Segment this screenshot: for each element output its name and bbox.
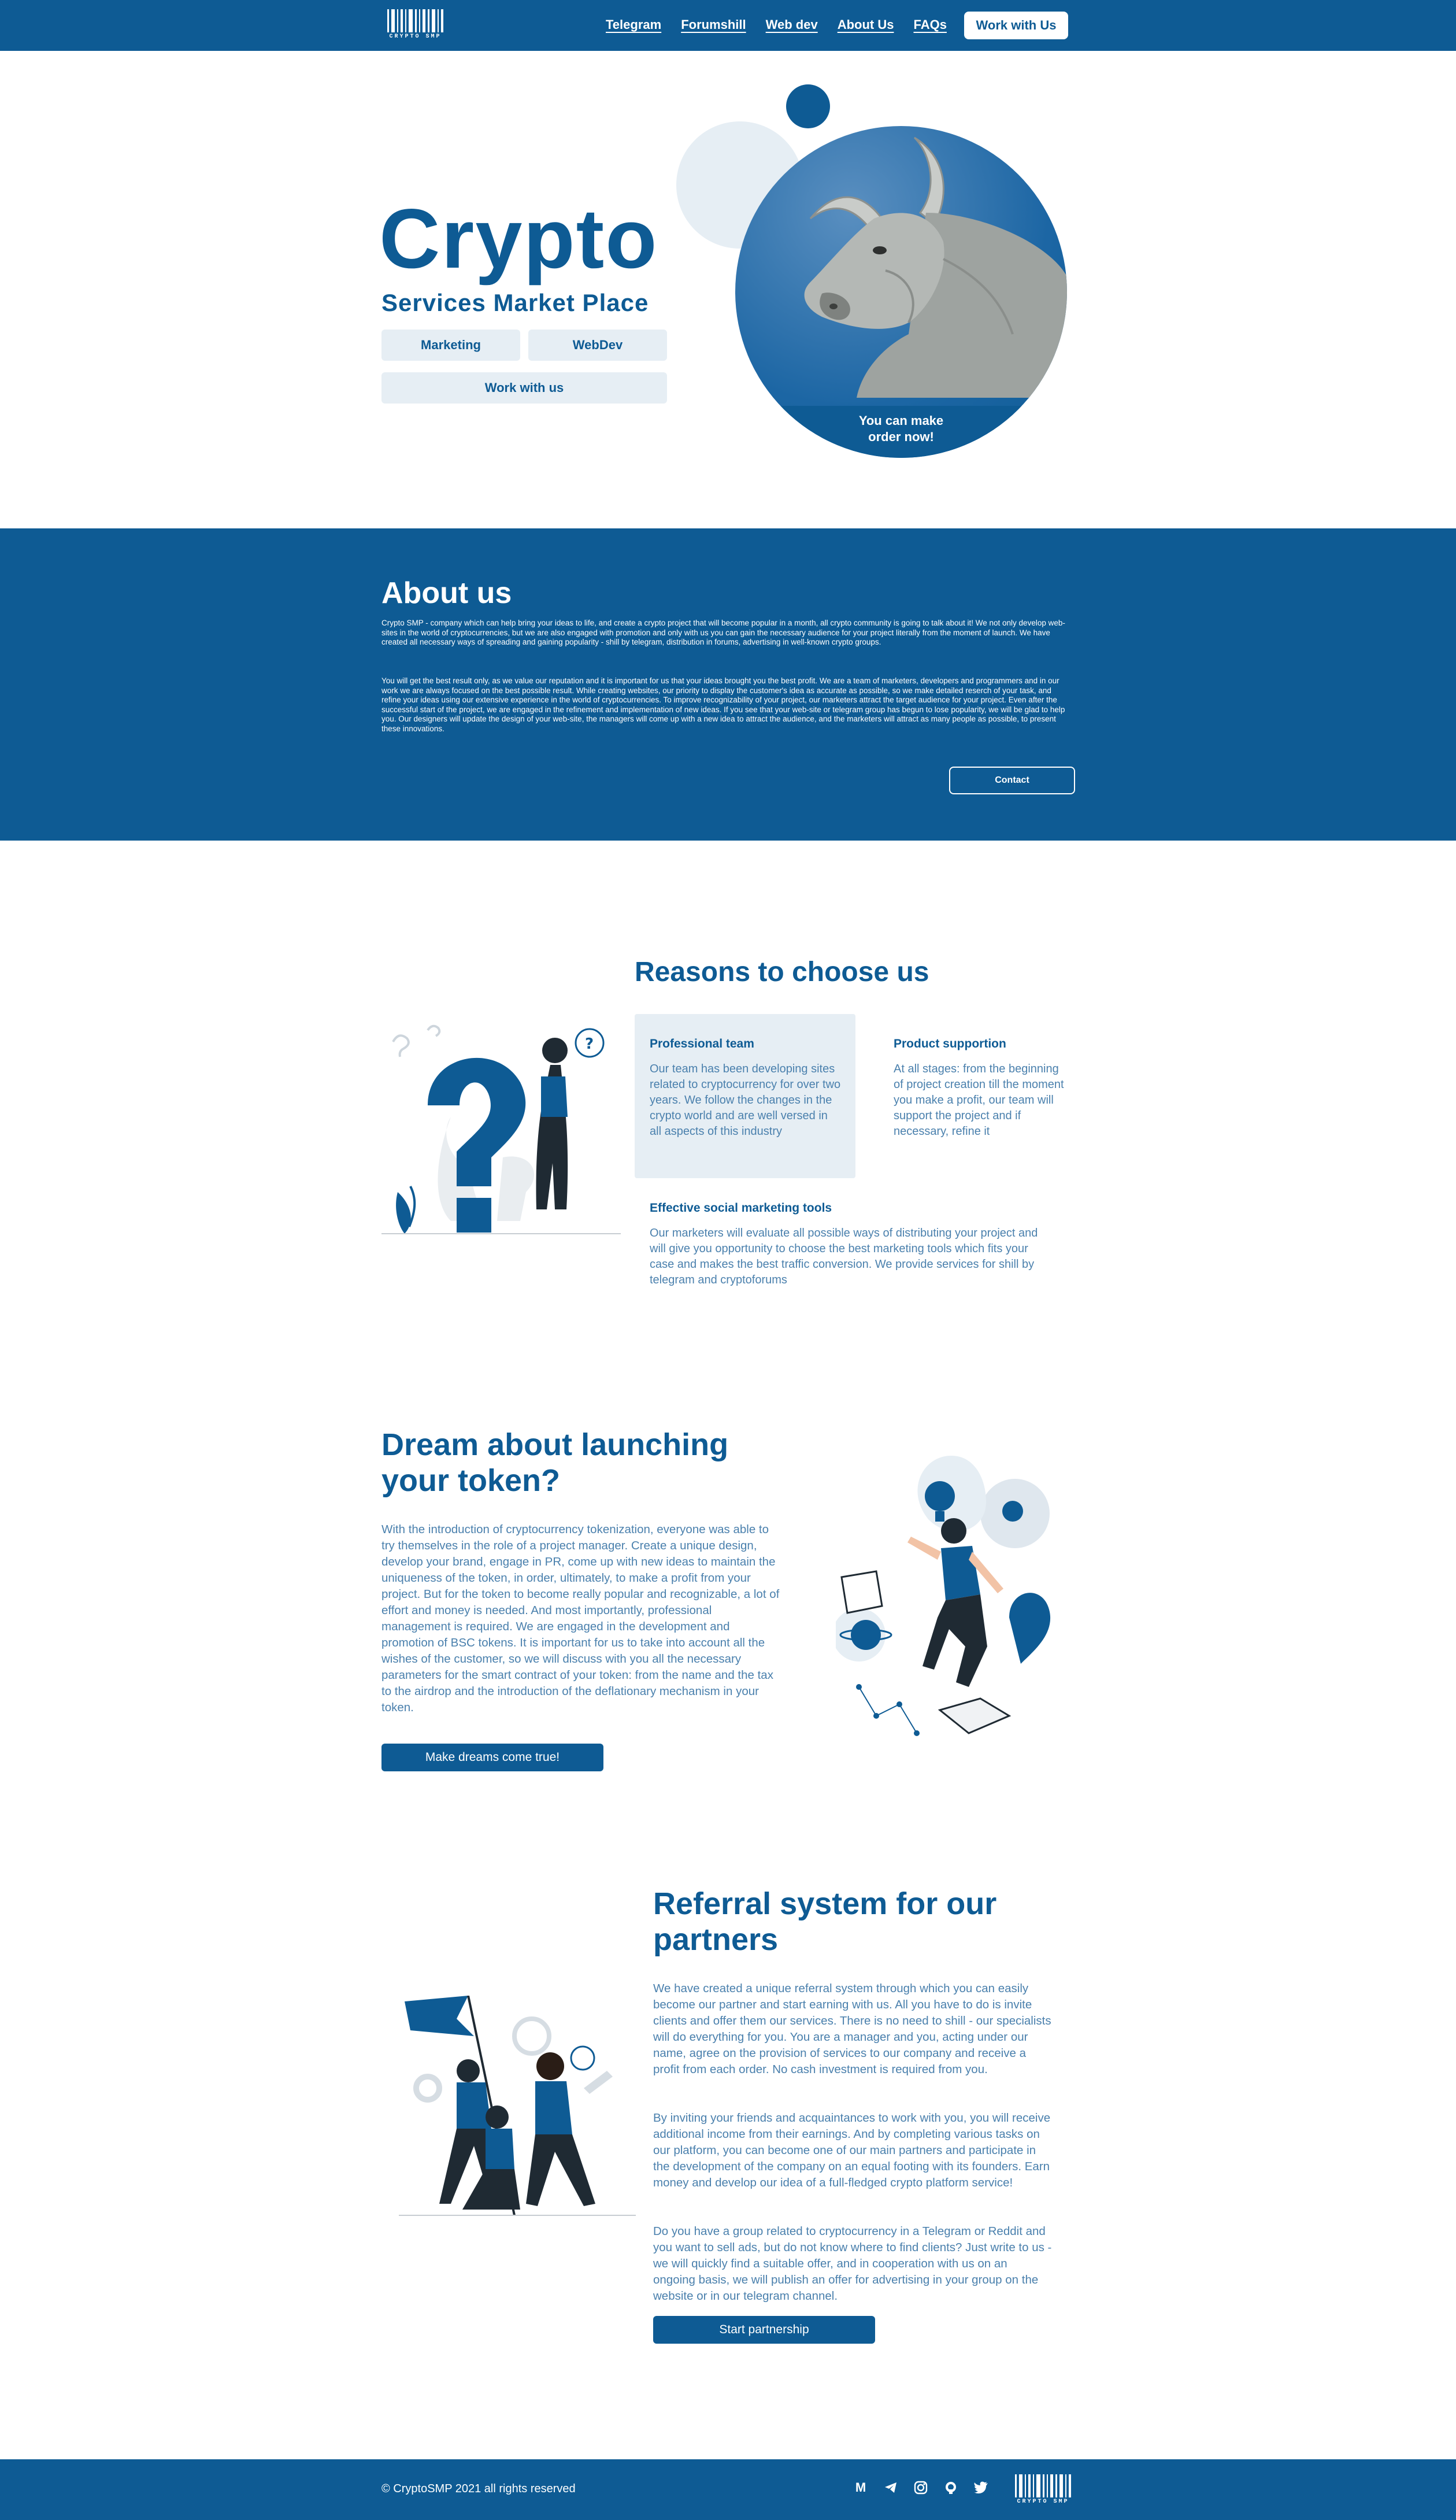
product-support-text: At all stages: from the beginning of project creation till the moment you make a profit, our team will support the project and if necessary, refine it: [894, 1063, 1064, 1138]
about-paragraph-2: You will get the best result only, as we value our reputation and it is important for us that your ideas brought you the best profit. We are a team of marketers, developers and programmers and in our work we are always focused on the best possible result. While creating websites, our priority to display the customer's idea as accurate as possible, so we make detailed reserch of your task, and refine your ideas using our extensive experience in the world of cryptocurrencies. To improve recognizability of your project, our marketers attract the target audience for your project. Even after the successful start of the project, we are engaged in the refinement and implementation of new ideas. If you see that your web-site or telegram group has begun to lose popularity, we will be glad to help you. Our designers will update the design of your web-site, the managers will come up with a new idea to attract the audience, and the marketers will attract as many people as possible, to present these innovations.: [381, 676, 1065, 733]
order-line-2: order now!: [868, 430, 934, 444]
github-icon[interactable]: [942, 2479, 959, 2496]
about-paragraph-1: Crypto SMP - company which can help bring your ideas to life, and create a crypto project that will become popular in a month, all crypto community is going to talk about it! We not only develop web-sites in the world of cryptocurrencies, but we are also engaged with promotion and only with us you can gain the necessary audience for your project literally from the moment of launch. We have created all necessary ways of spreading and gaining popularity - shill by telegram, distribution in forums, advertising in well-known crypto groups.: [381, 619, 1065, 646]
nav-link-telegram[interactable]: Telegram: [606, 17, 662, 32]
nav-link-about-us[interactable]: About Us: [837, 17, 894, 32]
referral-paragraph-2: By inviting your friends and acquaintances to work with you, you will receive additional income from their earnings. And by completing various tasks on our platform, you can become one of our main partners and participate in the development of the company on an equal footing with its founders. Earn money and develop our idea of a full-fledged crypto platform service!: [653, 2111, 1051, 2189]
twitter-icon[interactable]: [972, 2479, 990, 2496]
webdev-button[interactable]: WebDev: [528, 330, 667, 361]
nav-link-forumshill[interactable]: Forumshill: [681, 17, 746, 32]
hero-subtitle: Services Market Place: [381, 289, 649, 316]
contact-button[interactable]: Contact: [949, 767, 1075, 794]
site-footer: [0, 2459, 1456, 2520]
hero-work-with-us-button[interactable]: Work with us: [381, 372, 667, 404]
logo-caption: CRYPTO SMP: [1017, 2499, 1069, 2505]
referral-title: Referral system for our partners: [653, 1886, 997, 1957]
partnership-illustration: [399, 1996, 636, 2233]
about-title: About us: [381, 576, 512, 610]
professional-team-text: Our team has been developing sites related to cryptocurrency for over two years. We follow the changes in the crypto world and are well versed in all aspects of this industry: [650, 1063, 841, 1138]
about-section: [0, 528, 1456, 841]
header-logo[interactable]: [387, 9, 443, 40]
footer-logo[interactable]: [1015, 2474, 1071, 2505]
question-mark-illustration: [381, 1019, 621, 1252]
site-header: [0, 0, 1456, 51]
start-partnership-button[interactable]: Start partnership: [653, 2316, 875, 2344]
professional-team-heading: Professional team: [650, 1037, 754, 1050]
main-nav: [606, 17, 947, 32]
referral-paragraph-1: We have created a unique referral system through which you can easily become our partner and start earning with us. All you have to do is invite clients and offer them our services. There is no need to shill - our specialists will do everything for you. You are a manager and you, acting under our name, agree on the provision of services to our company and receive a profit from each order. No cash investment is required from you.: [653, 1982, 1051, 2076]
nav-link-web-dev[interactable]: Web dev: [765, 17, 818, 32]
nav-link-faqs[interactable]: FAQs: [913, 17, 947, 32]
copyright-text: © CryptoSMP 2021 all rights reserved: [381, 2482, 576, 2495]
social-marketing-text: Our marketers will evaluate all possible ways of distributing your project and will give you opportunity to choose the best marketing tools which fits your case and makes the best traffic conversion. We provide services for shill by telegram and cryptoforums: [650, 1227, 1038, 1286]
telegram-icon[interactable]: [882, 2479, 899, 2496]
make-dreams-button[interactable]: Make dreams come true!: [381, 1744, 603, 1771]
order-now-text[interactable]: [735, 413, 1067, 445]
bull-image[interactable]: [735, 126, 1067, 458]
decor-blue-dot: [786, 84, 830, 128]
medium-icon[interactable]: M: [855, 2480, 866, 2495]
hero-title: Crypto: [379, 191, 658, 286]
social-links: [852, 2479, 990, 2496]
social-marketing-heading: Effective social marketing tools: [650, 1201, 832, 1215]
reasons-title: Reasons to choose us: [635, 957, 929, 987]
svg-text:?: ?: [585, 1035, 594, 1053]
referral-paragraph-3: Do you have a group related to cryptocurrency in a Telegram or Reddit and you want to sell ads, but do not know where to find clients? Just write to us - we will quickly find a suitable offer, and in cooperation with us on an ongoing basis, we will publish an offer for advertising in your group on the website or in our telegram channel.: [653, 2225, 1052, 2303]
instagram-icon[interactable]: [912, 2479, 929, 2496]
logo-caption: CRYPTO SMP: [389, 34, 442, 40]
marketing-button[interactable]: Marketing: [381, 330, 520, 361]
dream-title: Dream about launching your token?: [381, 1427, 729, 1498]
token-launch-illustration: [836, 1444, 1079, 1751]
dream-text: With the introduction of cryptocurrency tokenization, everyone was able to try themselves in the role of a project manager. Create a unique design, develop your brand, engage in PR, come up with new ideas to maintain the uniqueness of the token, in order, ultimately, to make a profit from your project. But for the token to become really popular and recognizable, a lot of effort and money is needed. And most importantly, professional management is required. We are engaged in the development and promotion of BSC tokens. It is important for us to take into account all the wishes of the customer, so we will discuss with you all the necessary parameters for the smart contract of your token: from the name and the tax to the airdrop and the introduction of the deflationary mechanism in your token.: [381, 1523, 780, 1714]
product-support-heading: Product supportion: [894, 1037, 1006, 1050]
work-with-us-button[interactable]: Work with Us: [964, 12, 1068, 39]
barcode-logo-icon: [387, 9, 443, 32]
order-line-1: You can make: [858, 413, 944, 428]
barcode-logo-icon: [1015, 2474, 1071, 2497]
